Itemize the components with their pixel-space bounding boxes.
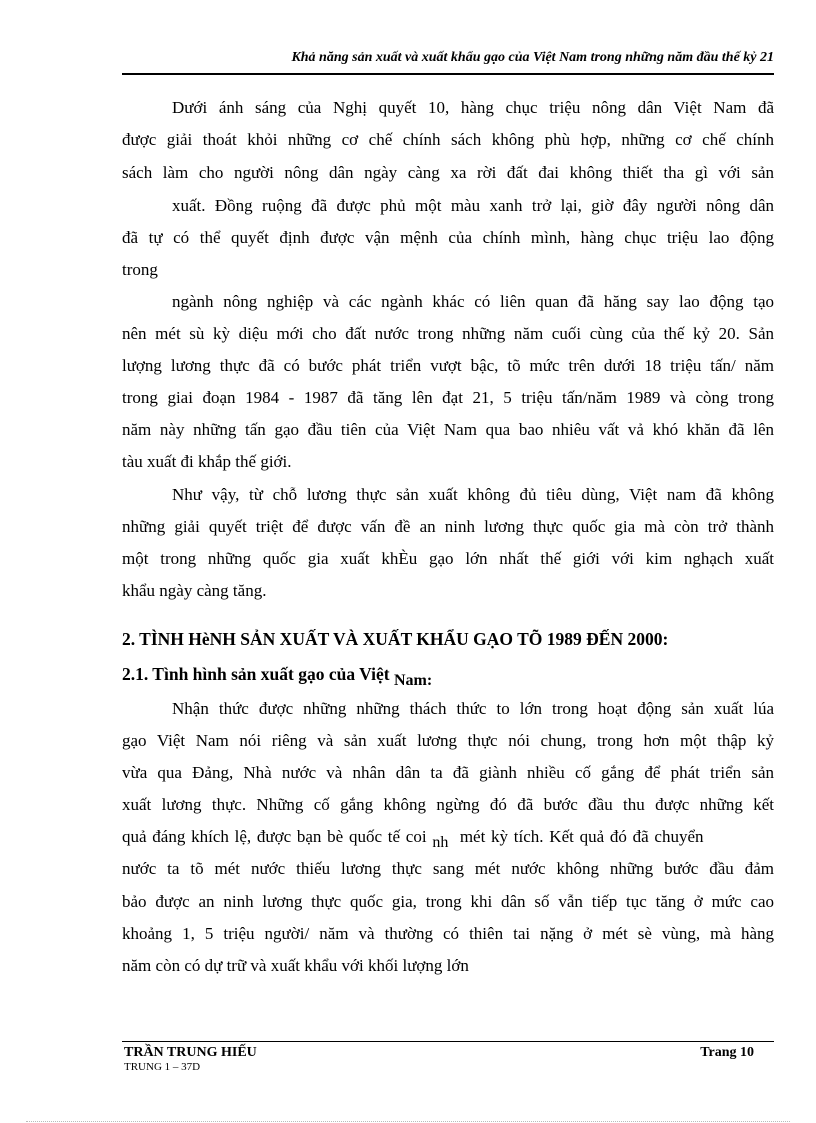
footer-class: TRUNG 1 – 37D xyxy=(124,1061,201,1073)
footer-divider xyxy=(122,1041,774,1042)
paragraph-line: tàu xuất đi khắp thế giới. xyxy=(122,452,292,471)
paragraph-line: ngành nông nghiệp và các ngành khác có liên quan đã hăng say lao động tạo xyxy=(172,292,774,311)
paragraph-line: lượng lương thực đã có bước phát triển vượt bậc, tõ mức trên dưới 18 triệu tấn/ năm xyxy=(122,356,774,375)
paragraph-line: trong xyxy=(122,260,158,279)
paragraph-text: mét kỳ tích. Kết quả đó đã chuyển xyxy=(459,827,704,846)
paragraph-line: khoảng 1, 5 triệu người/ năm và thường có thiên tai nặng ở mét sè vùng, mà hàng xyxy=(122,924,774,943)
paragraph-line: Dưới ánh sáng của Nghị quyết 10, hàng chục triệu nông dân Việt Nam đã xyxy=(172,98,774,117)
paragraph-line: năm này những tấn gạo đầu tiên của Việt Nam qua bao nhiêu vất vả khó khăn đã lên xyxy=(122,420,774,439)
paragraph-line: đã tự có thể quyết định được vận mệnh của chính mình, hàng chục triệu lao động xyxy=(122,228,774,247)
subsection-heading-subscript: Nam: xyxy=(393,672,433,689)
paragraph-line: được giải thoát khỏi những cơ chế chính sách không phù hợp, những cơ chế chính xyxy=(122,130,774,149)
subsection-heading-text: 2.1. Tình hình sản xuất gạo của Việt xyxy=(122,664,390,684)
paragraph-line: Như vậy, từ chỗ lương thực sản xuất không đủ tiêu dùng, Việt nam đã không xyxy=(172,485,774,504)
paragraph-line: gạo Việt Nam nói riêng và sản xuất lương thực nói chung, trong hơn một thập kỷ xyxy=(122,731,774,750)
paragraph-text: quả đáng khích lệ, được bạn bè quốc tế coi xyxy=(122,827,427,846)
paragraph-line: vừa qua Đảng, Nhà nước và nhân dân ta đã giành nhiều cố gắng để phát triển sản xyxy=(122,763,774,782)
page-number: Trang 10 xyxy=(700,1045,754,1060)
paragraph-line: xuất. Đồng ruộng đã được phủ một màu xanh trở lại, giờ đây người nông dân xyxy=(172,196,774,215)
paragraph-line: sách làm cho người nông dân ngày càng xa rời đất đai không thiết tha gì với sản xyxy=(122,163,774,182)
paragraph-line: xuất lương thực. Những cố gắng không ngừng đó đã bước đầu thu được những kết xyxy=(122,795,774,814)
subscript-text: nh xyxy=(432,834,449,851)
header-divider xyxy=(122,73,774,75)
running-header: Khả năng sản xuất và xuất khẩu gạo của Việt Nam trong những năm đầu thế kỷ 21 xyxy=(291,50,774,65)
paragraph-line: một trong những quốc gia xuất khÈu gạo lớn nhất thế giới với kim nghạch xuất xyxy=(122,549,774,568)
section-heading: 2. TÌNH HèNH SẢN XUẤT VÀ XUẤT KHẨU GẠO TÕ 1989 ĐẾN 2000: xyxy=(122,629,669,649)
paragraph-line: những giải quyết triệt để được vấn đề an ninh lương thực quốc gia mà còn trở thành xyxy=(122,517,774,536)
paragraph-line: năm còn có dự trữ và xuất khẩu với khối lượng lớn xyxy=(122,956,469,975)
paragraph-line xyxy=(122,825,774,849)
page-boundary xyxy=(26,1121,790,1122)
paragraph-line: bảo được an ninh lương thực quốc gia, trong khi dân số vẫn tiếp tục tăng ở mức cao xyxy=(122,892,774,911)
subsection-heading xyxy=(122,662,774,689)
paragraph-line: khẩu ngày càng tăng. xyxy=(122,581,267,600)
paragraph-line: nên mét sù kỳ diệu mới cho đất nước trong những năm cuối cùng của thế kỷ 20. Sản xyxy=(122,324,774,343)
footer-author: TRẦN TRUNG HIẾU xyxy=(124,1045,257,1060)
paragraph-line: nước ta tõ mét nước thiếu lương thực sang mét nước không những bước đầu đảm xyxy=(122,859,774,878)
paragraph-line: trong giai đoạn 1984 - 1987 đã tăng lên đạt 21, 5 triệu tấn/năm 1989 và còng trong xyxy=(122,388,774,407)
paragraph-line: Nhận thức được những những thách thức to lớn trong hoạt động sản xuất lúa xyxy=(172,699,774,718)
